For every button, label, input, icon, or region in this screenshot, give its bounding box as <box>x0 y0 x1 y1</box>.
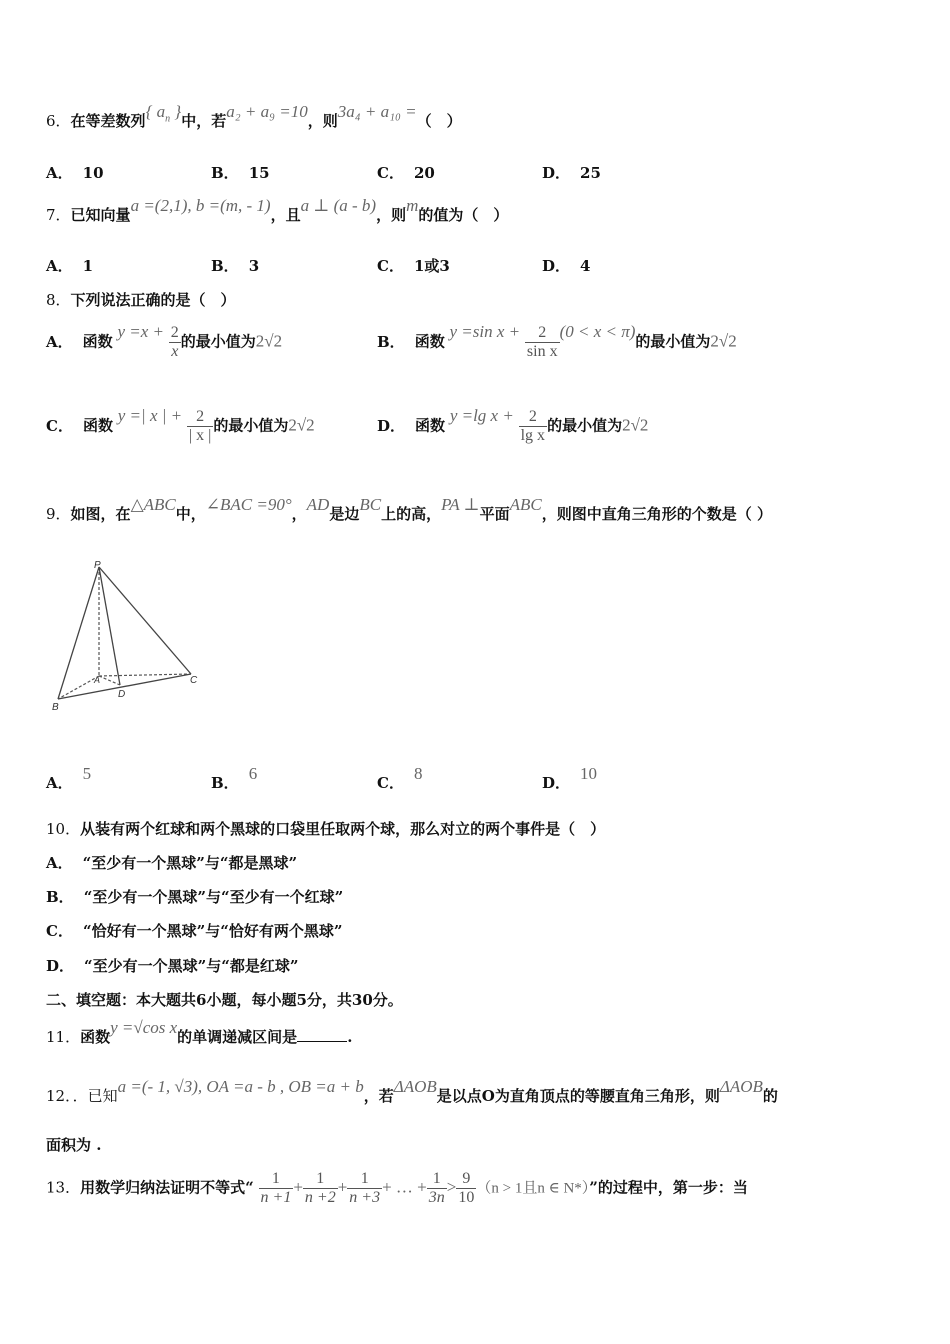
q7-option-a <box>46 255 93 276</box>
q7-option-d <box>542 255 590 276</box>
q9-text-2: 中， <box>175 505 206 523</box>
label-c: C <box>190 675 198 686</box>
section-title: 二、填空题：本大题共6小题，每小题5分，共30分。 <box>46 991 403 1009</box>
q13-condition: （n > 1且n ∈ N*） <box>476 1180 590 1197</box>
option-text: “恰好有一个黑球”与“恰好有两个黑球” <box>82 922 343 940</box>
q6-option-c <box>377 162 435 183</box>
q8b-domain: (0 < x < π) <box>559 321 636 341</box>
option-text: 15 <box>248 164 270 182</box>
q8c-fraction <box>187 408 213 445</box>
q10-text: 从装有两个红球和两个黑球的口袋里任取两个球，那么对立的两个事件是（ ） <box>80 820 606 838</box>
q8a-fraction <box>169 324 181 361</box>
option-label: C． <box>377 257 404 275</box>
q13-frac-1 <box>259 1170 294 1207</box>
option-label: A． <box>46 332 73 351</box>
q9-text-5: 上的高， <box>381 505 442 523</box>
q6-seq-sub: n <box>165 113 171 125</box>
q9-text-7: ，则图中直角三角形的个数是（ ） <box>541 505 772 523</box>
q10-option-c <box>46 920 342 941</box>
pyramid-figure <box>48 558 208 718</box>
q12-triangle-2: ΔAOB <box>719 1077 763 1096</box>
q7-number: 7． <box>46 206 71 224</box>
option-text: 1或3 <box>413 257 450 275</box>
option-label: A． <box>46 854 73 872</box>
q12-triangle: ΔAOB <box>393 1077 437 1096</box>
q10-option-b <box>46 886 343 907</box>
edge-pc <box>99 567 191 674</box>
option-label: B． <box>211 257 239 275</box>
q9-option-d <box>542 763 598 792</box>
fn-word: 函数 <box>82 416 113 435</box>
denominator: lg x <box>520 427 546 444</box>
option-label: B． <box>377 332 405 351</box>
edge-pd <box>99 567 120 685</box>
option-text: 20 <box>413 164 435 182</box>
answer-blank[interactable] <box>297 1027 347 1042</box>
q12-text-2: 是以点 <box>436 1087 482 1105</box>
denominator: n +2 <box>304 1189 336 1206</box>
edge-ad <box>99 676 120 685</box>
q9-triangle: △ABC <box>130 495 176 514</box>
q6-condition: a₂ + a₉ =10 <box>226 102 308 121</box>
q6-option-a <box>46 162 104 183</box>
option-text: 10 <box>580 764 598 783</box>
numerator: 9 <box>462 1170 471 1187</box>
q8a-lhs: y =x + <box>117 321 164 341</box>
option-text: 5 <box>82 764 92 783</box>
q13-rhs <box>456 1170 476 1207</box>
q9-option-a <box>46 763 92 792</box>
q9-stem <box>46 495 772 524</box>
q13-gt: > <box>446 1177 457 1197</box>
q13-frac-3 <box>347 1170 382 1207</box>
option-text: 6 <box>248 764 258 783</box>
q11-function: y =√cos x <box>110 1018 178 1037</box>
option-label: A． <box>46 164 73 182</box>
min-text: 的最小值为 <box>180 332 256 351</box>
q12-text-3: 为直角顶点的等腰直角三角形，则 <box>494 1087 720 1105</box>
fn-word: 函数 <box>414 332 445 351</box>
q7-text-2: ，且 <box>270 206 301 224</box>
q9-text-6: 平面 <box>479 505 510 523</box>
q9-option-c <box>377 763 423 792</box>
q11-stem <box>46 1018 353 1047</box>
q13-text-2: ”的过程中，第一步：当 <box>589 1178 748 1197</box>
option-text: 3 <box>248 257 260 275</box>
q6-expression: 3a₄ + a₁₀ = <box>337 102 417 121</box>
option-text: 10 <box>82 164 104 182</box>
q6-option-d <box>542 162 601 183</box>
denominator: 10 <box>458 1189 475 1206</box>
option-label: C． <box>377 774 404 792</box>
option-label: D． <box>542 164 571 182</box>
option-label: A． <box>46 774 73 792</box>
q11-text-2: 的单调递减区间是 <box>177 1028 298 1046</box>
numerator: 1 <box>360 1170 369 1187</box>
edge-ac <box>99 674 191 676</box>
label-a: A <box>94 675 101 685</box>
numerator: 2 <box>538 324 547 341</box>
option-label: B． <box>46 888 74 906</box>
q12-text-1: ，若 <box>363 1087 394 1105</box>
q13-frac-2 <box>303 1170 338 1207</box>
q9-text-4: 是边 <box>329 505 360 523</box>
q11-number: 11． <box>46 1028 81 1046</box>
q7-stem <box>46 196 509 225</box>
option-label: A． <box>46 257 73 275</box>
denominator: | x | <box>188 427 212 444</box>
fn-word: 函数 <box>82 332 113 351</box>
q8d-lhs: y =lg x + <box>449 405 514 425</box>
q8d-fraction <box>519 408 547 445</box>
q8-option-b <box>377 321 737 361</box>
q7-var: m <box>406 196 419 215</box>
label-p: P <box>94 560 101 571</box>
option-text: “至少有一个黑球”与“都是黑球” <box>82 854 298 872</box>
q8-stem <box>46 289 236 310</box>
option-label: B． <box>211 164 239 182</box>
q11-period: . <box>347 1028 353 1046</box>
option-label: B． <box>211 774 239 792</box>
q7-text-4: 的值为（ ） <box>418 206 509 224</box>
q13-frac-last <box>427 1170 447 1207</box>
min-text: 的最小值为 <box>635 332 711 351</box>
option-label: D． <box>377 416 406 435</box>
q10-option-a <box>46 852 297 873</box>
q13-stem: 13．用数学归纳法证明不等式“ $\frac{1}{n +1}$ + $\frac{1}{n +2}$ + $\frac{1}{n +3}$ + … + $\frac{1}{3n}$ > $\frac{9}{10}$ （n > 1且n ∈ N*）”的过程中，第一步：当 <box>46 1170 748 1206</box>
q9-angle: ∠BAC =90° <box>205 495 292 514</box>
q7-option-c <box>377 255 450 276</box>
q9-text-1: 如图，在 <box>70 505 131 523</box>
option-text: “至少有一个黑球”与“都是红球” <box>84 957 299 975</box>
option-label: D． <box>46 957 75 975</box>
option-text: 8 <box>413 764 423 783</box>
q6-number: 6． <box>46 112 71 130</box>
option-text: 25 <box>580 164 601 182</box>
min-value: 2√2 <box>288 415 315 435</box>
q10-number: 10． <box>46 820 81 838</box>
option-label: C． <box>377 164 404 182</box>
q9-number: 9． <box>46 505 71 523</box>
q8-text: 下列说法正确的是（ ） <box>70 291 236 309</box>
denominator: x <box>169 342 181 361</box>
numerator: 2 <box>528 408 537 425</box>
numerator: 1 <box>432 1170 441 1187</box>
q6-stem <box>46 102 462 133</box>
q10-stem <box>46 818 605 839</box>
q7-option-b <box>211 255 259 276</box>
q7-text-1: 已知向量 <box>70 206 131 224</box>
min-value: 2√2 <box>710 331 737 351</box>
option-text: 1 <box>82 257 94 275</box>
option-label: C． <box>46 416 73 435</box>
numerator: 2 <box>170 324 179 341</box>
q6-sequence <box>145 102 182 125</box>
q12-expression: a =(- 1, √3), OA =a - b , OB =a + b <box>117 1077 364 1096</box>
min-value: 2√2 <box>255 331 283 351</box>
q9-option-b <box>211 763 258 792</box>
q6-paren: （ ） <box>416 112 462 130</box>
q8-number: 8． <box>46 291 71 309</box>
numerator: 1 <box>316 1170 325 1187</box>
option-label: D． <box>542 774 571 792</box>
q6-text-2: 中，若 <box>181 112 227 130</box>
label-d: D <box>118 689 126 700</box>
q6-text-1: 在等差数列 <box>70 112 146 130</box>
option-text: “至少有一个黑球”与“至少有一个红球” <box>83 888 344 906</box>
denominator: sin x <box>526 343 558 360</box>
option-label: C． <box>46 922 73 940</box>
q7-perp: a ⊥ (a - b) <box>300 196 377 215</box>
q13-number: 13． <box>46 1178 81 1197</box>
q11-text-1: 函数 <box>80 1028 111 1046</box>
denominator: n +3 <box>349 1189 381 1206</box>
q9-ad: AD <box>306 495 330 514</box>
min-text: 的最小值为 <box>213 416 289 435</box>
q12-text-4: 的 <box>762 1087 778 1105</box>
q7-text-3: ，则 <box>376 206 407 224</box>
q12-stem <box>46 1077 778 1106</box>
q9-bc: BC <box>359 495 382 514</box>
q8c-lhs: y =| x | + <box>117 405 183 425</box>
min-value: 2√2 <box>622 415 649 435</box>
q6-option-b <box>211 162 270 183</box>
q7-vectors: a =(2,1), b =(m, - 1) <box>130 196 271 215</box>
q6-seq-a: { a <box>145 102 166 121</box>
q12-number: 12．．已知 <box>46 1087 118 1105</box>
fn-word: 函数 <box>415 416 446 435</box>
q13-ellipsis: + … + <box>382 1177 427 1197</box>
q8b-fraction <box>525 324 560 361</box>
q6-text-3: ，则 <box>307 112 338 130</box>
q8-option-a <box>46 321 283 361</box>
q8-option-d <box>377 405 649 445</box>
q9-pa: PA ⊥ <box>441 495 480 514</box>
numerator: 2 <box>196 408 205 425</box>
q12-line2: 面积为 . <box>46 1136 102 1154</box>
label-b: B <box>52 702 59 713</box>
denominator: 3n <box>428 1189 445 1206</box>
numerator: 1 <box>271 1170 280 1187</box>
q9-text-3: ， <box>291 505 307 523</box>
q6-seq-close: } <box>170 102 182 121</box>
option-label: D． <box>542 257 571 275</box>
q9-abc: ABC <box>509 495 542 514</box>
option-text: 4 <box>580 257 591 275</box>
q12-point-o: O <box>481 1087 495 1105</box>
q10-option-d <box>46 955 299 976</box>
denominator: n +1 <box>260 1189 292 1206</box>
min-text: 的最小值为 <box>547 416 623 435</box>
q8-option-c <box>46 405 315 445</box>
q13-text-1: 用数学归纳法证明不等式“ <box>80 1178 254 1197</box>
q8b-lhs: y =sin x + <box>449 321 521 341</box>
